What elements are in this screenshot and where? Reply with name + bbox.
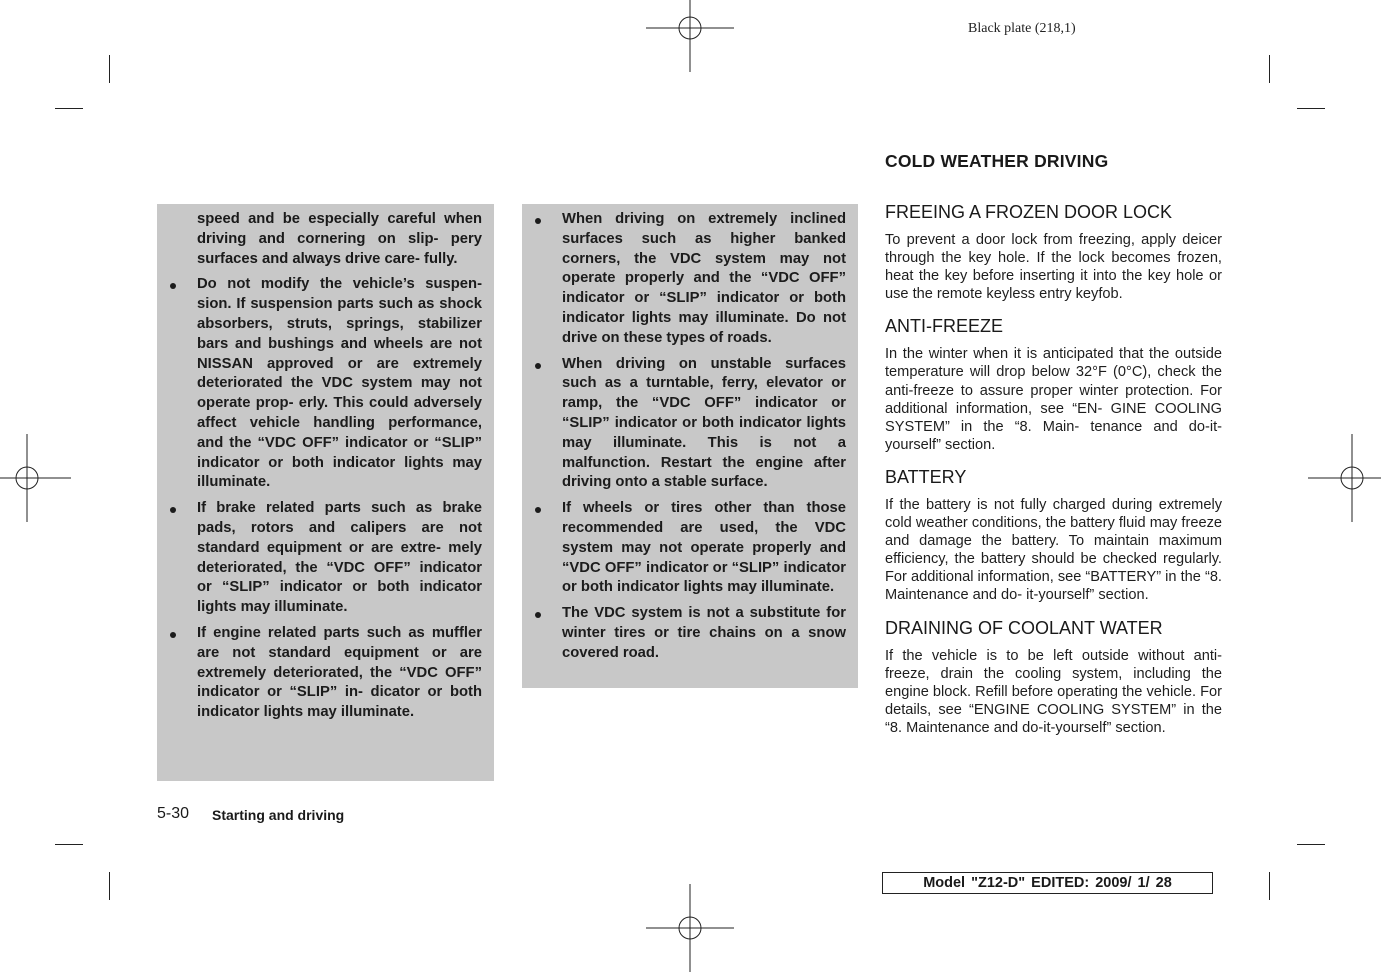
section-text: If the battery is not fully charged during extremely cold weather conditions, the battery fluid may freeze and damage the battery. To maintain maximum efficiency, the battery should be checked regularly. For additional information, see “BATTERY” in the “8. Maintenance and do- it-yourself” section. <box>885 496 1222 604</box>
list-item: If brake related parts such as brake pads, rotors and calipers are not standard equipment or are extre- mely deteriorated, the “VDC OFF” indicator or “SLIP” indicator or both indicator lights may illuminate. <box>157 499 482 618</box>
list-item: The VDC system is not a substitute for winter tires or tire chains on a snow covered road. <box>522 604 846 663</box>
warning-list <box>522 210 846 664</box>
crop-mark <box>109 55 110 83</box>
crop-mark <box>55 844 83 845</box>
right-column <box>885 151 1222 750</box>
bullet-icon <box>535 612 541 618</box>
bullet-icon <box>170 283 176 289</box>
list-item: If engine related parts such as muffler are not standard equipment or are extremely deteriorated, the “VDC OFF” indicator or “SLIP” in- dicator or both indicator lights may illuminate. <box>157 624 482 723</box>
warning-list <box>157 275 482 723</box>
registration-mark-icon <box>646 884 734 972</box>
section-text: In the winter when it is anticipated that the outside temperature will drop below 32°F (0°C), check the anti-freeze to assure proper winter protection. For additional information, see “EN- GINE COOLING SYSTEM” in the “8. Main- tenance and do-it-yourself” section. <box>885 346 1222 453</box>
crop-mark <box>1297 108 1325 109</box>
section-heading: FREEING A FROZEN DOOR LOCK <box>885 202 1173 222</box>
registration-mark-icon <box>1308 434 1381 522</box>
model-edited-box: Model "Z12-D" EDITED: 2009/ 1/ 28 <box>882 872 1213 894</box>
page-number: 5-30 <box>157 805 190 822</box>
warning-continued-text: speed and be especially careful when driving and cornering on slip- pery surfaces and always drive care- fully. <box>197 211 482 267</box>
crop-mark <box>1297 844 1325 845</box>
warning-box-middle <box>522 204 858 688</box>
section-heading: ANTI-FREEZE <box>885 316 1004 337</box>
section-text: If the vehicle is to be left outside without anti- freeze, drain the cooling system, including the engine block. Refill before operating the vehicle. For details, see “ENGINE COOLING SYSTEM” in the “8. Maintenance and do-it-yourself” section. <box>885 647 1222 736</box>
page-title: COLD WEATHER DRIVING <box>885 151 1109 171</box>
bullet-icon <box>535 363 541 369</box>
bullet-icon <box>535 218 541 224</box>
list-item: Do not modify the vehicle’s suspen- sion. If suspension parts such as shock absorbers, struts, springs, stabilizer bars and bushings and wheels are not NISSAN approved or are extremely deteriorated the VDC system may not operate prop- erly. This could adversely affect vehicle handling performance, and the “VDC OFF” indicator or “SLIP” indicator or both indicator lights may illuminate. <box>157 275 482 493</box>
list-item: If wheels or tires other than those recommended are used, the VDC system may not operate properly and “VDC OFF” indicator or “SLIP” indicator or both indicator lights may illuminate. <box>522 499 846 598</box>
registration-mark-icon <box>0 434 71 522</box>
crop-mark <box>1269 872 1270 900</box>
registration-mark-icon <box>646 0 734 72</box>
crop-mark <box>55 108 83 109</box>
crop-mark <box>109 872 110 900</box>
crop-mark <box>1269 55 1270 83</box>
section-name: Starting and driving <box>212 807 345 823</box>
bullet-icon <box>170 507 176 513</box>
list-item: When driving on unstable surfaces such as a turntable, ferry, elevator or ramp, the “VDC OFF” indicator or “SLIP” indicator or both indicator lights may illuminate. This is not a malfunction. Restart the engine after driving onto a stable surface. <box>522 355 846 494</box>
plate-label: Black plate (218,1) <box>968 21 1076 36</box>
warning-box-left <box>157 204 494 781</box>
section-heading: BATTERY <box>885 466 967 487</box>
list-item: When driving on extremely inclined surfaces such as higher banked corners, the VDC system may not operate properly and the “VDC OFF” indicator or “SLIP” indicator or both indicator lights may illuminate. Do not drive on these types of roads. <box>522 210 846 349</box>
section-text: To prevent a door lock from freezing, apply deicer through the key hole. If the lock becomes frozen, heat the key before inserting it into the key hole or use the remote keyless entry keyfob. <box>885 232 1222 303</box>
bullet-icon <box>535 507 541 513</box>
section-heading: DRAINING OF COOLANT WATER <box>885 617 1163 638</box>
bullet-icon <box>170 632 176 638</box>
